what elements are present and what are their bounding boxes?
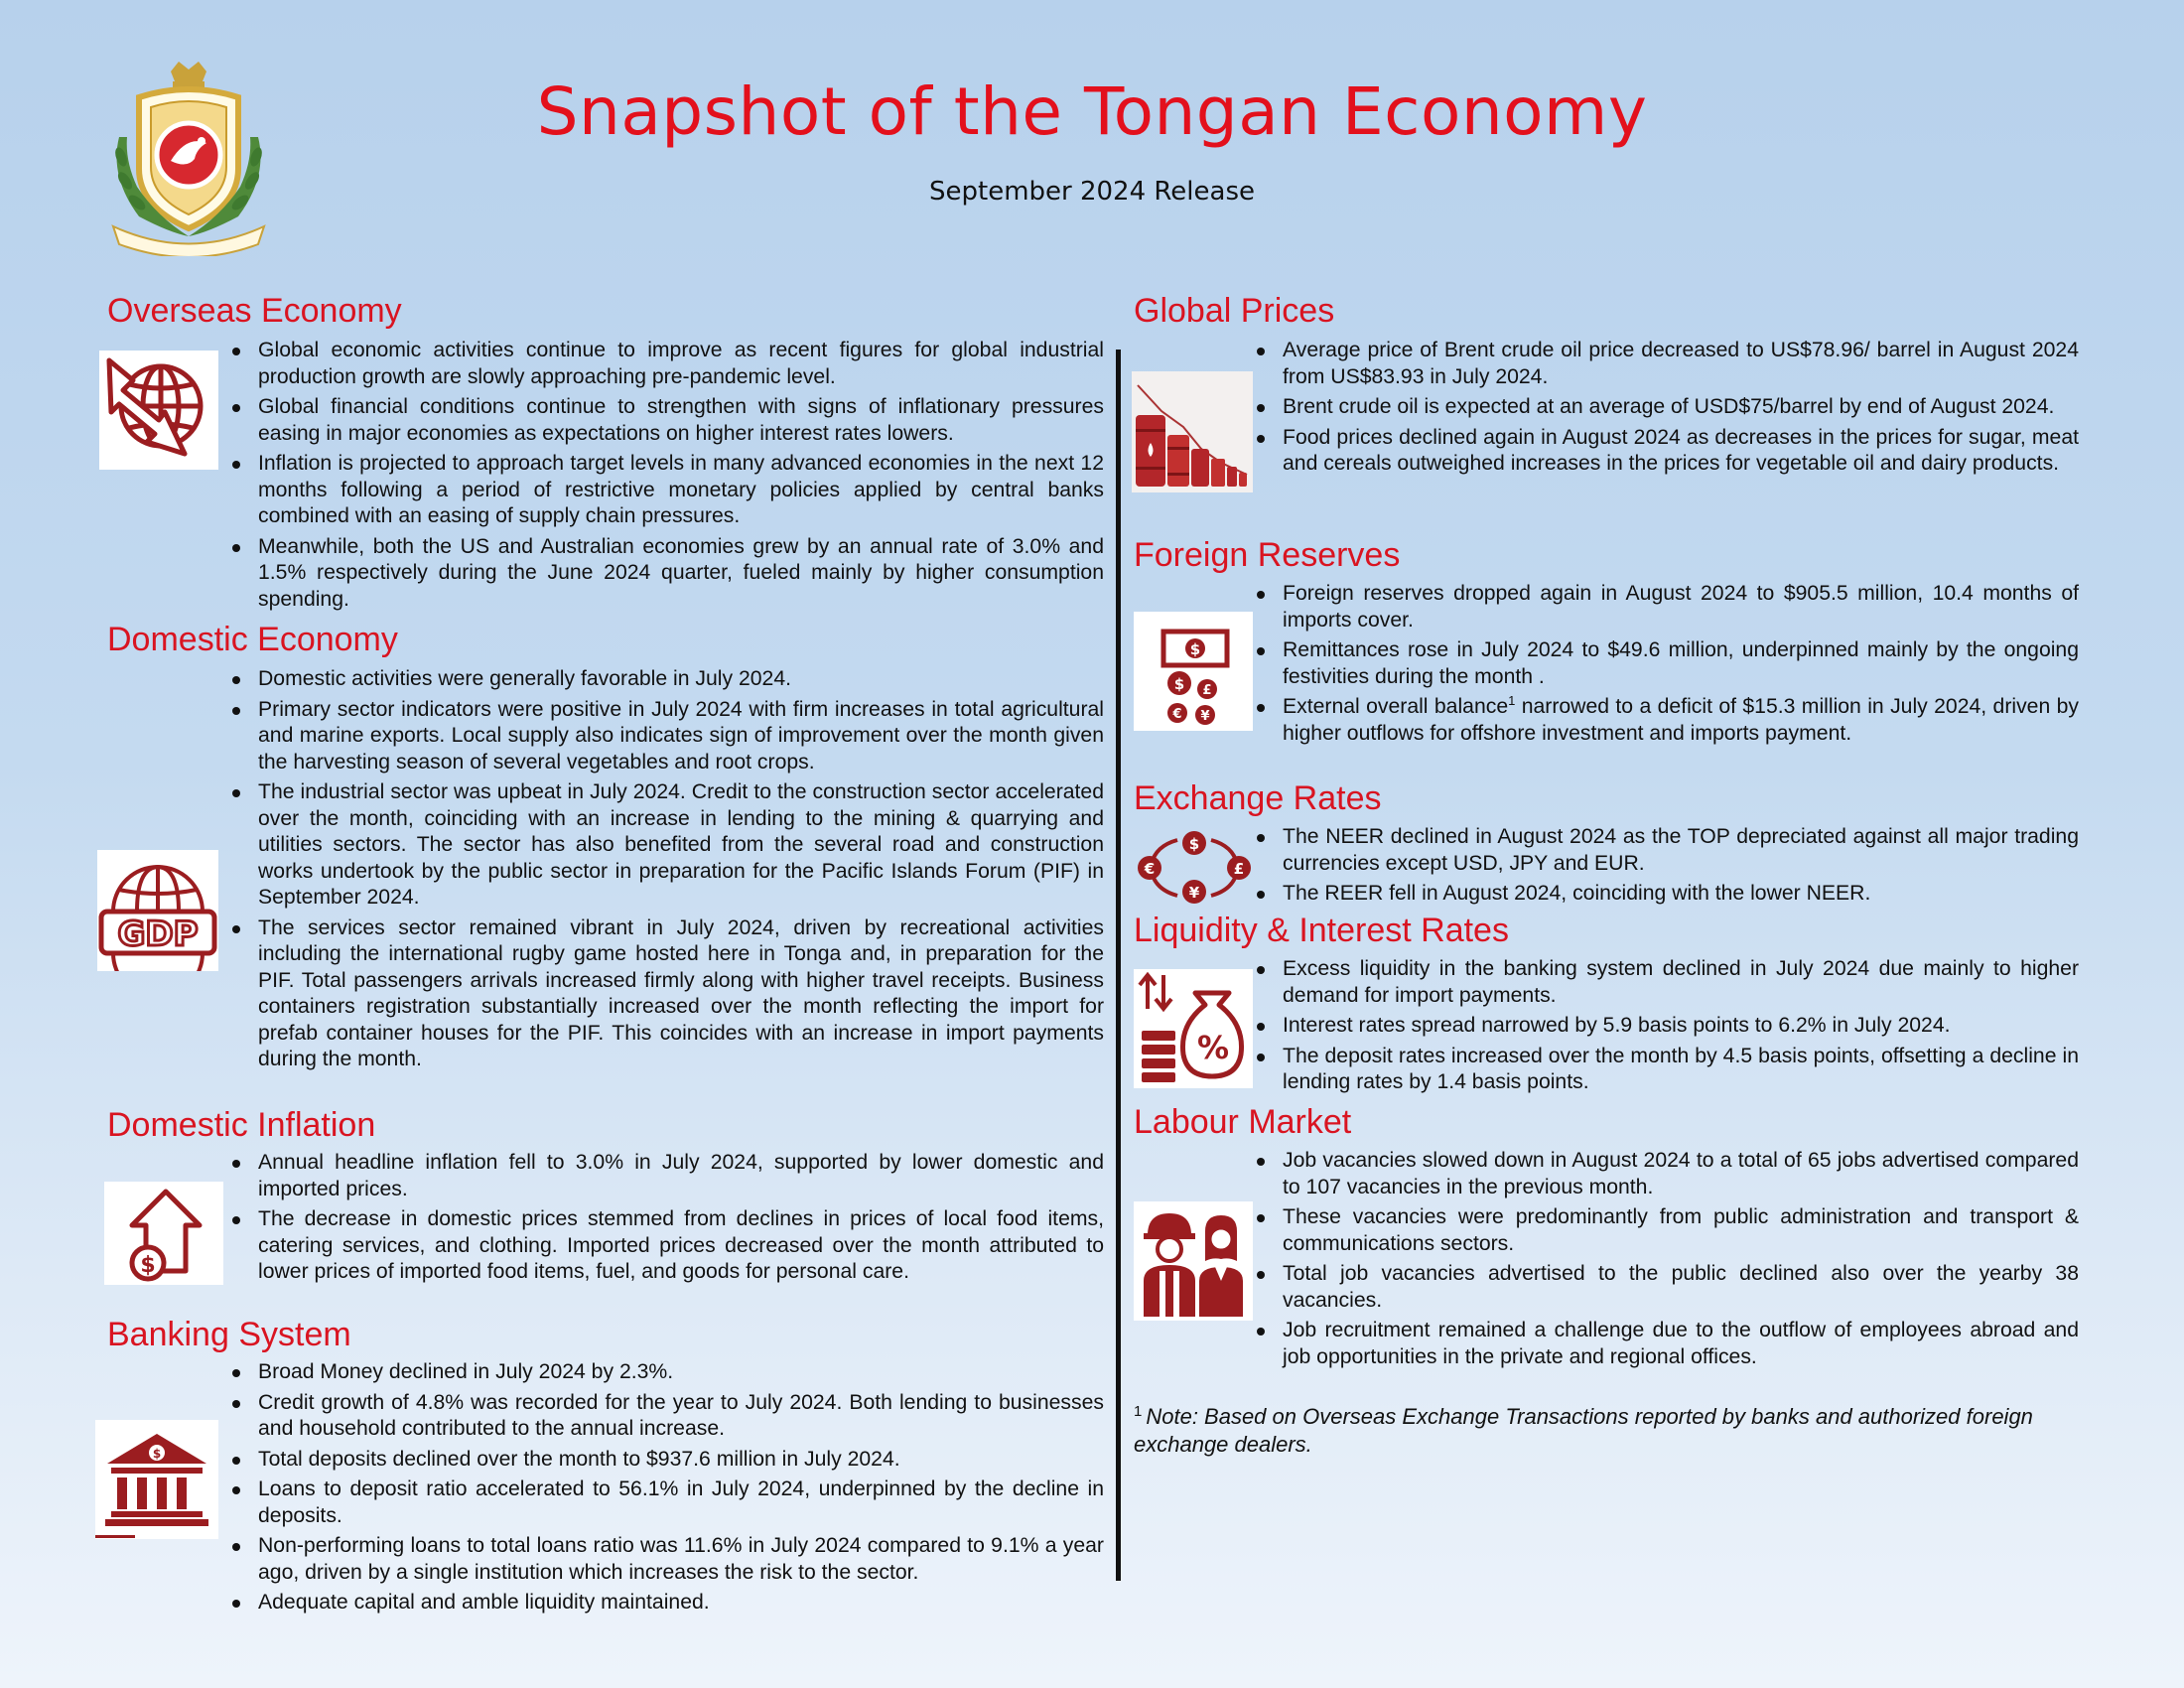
section-title-prices: Global Prices <box>1134 292 1335 330</box>
svg-text:£: £ <box>1202 683 1212 698</box>
list-item: Non-performing loans to total loans ratio was 11.6% in July 2024 compared to 9.1% a year ago, driven by a single institution which increases the risk to the sector. <box>230 1533 1104 1586</box>
svg-text:€: € <box>1172 707 1182 722</box>
liquidity-bullets <box>1255 956 2079 1100</box>
list-item: The decrease in domestic prices stemmed from declines in prices of local food items, catering services, and clothing. Imported prices decreased over the month attributed to lower prices of imported food items, fuel, and goods for personal care. <box>230 1206 1104 1286</box>
svg-text:¥: ¥ <box>1188 884 1200 902</box>
svg-text:$: $ <box>140 1253 156 1278</box>
footnote-reference: 1 <box>1508 692 1516 708</box>
list-item: Remittances rose in July 2024 to $49.6 million, underpinned mainly by the ongoing festivities during the month . <box>1255 637 2079 690</box>
svg-text:$: $ <box>1189 640 1201 658</box>
list-item: Food prices declined again in August 2024 as decreases in the prices for sugar, meat and cereals outweighed increases in the prices for vegetable oil and dairy products. <box>1255 425 2079 478</box>
list-item: Interest rates spread narrowed by 5.9 basis points to 6.2% in July 2024. <box>1255 1013 2079 1040</box>
section-title-exchange: Exchange Rates <box>1134 779 1382 817</box>
section-title-labour: Labour Market <box>1134 1103 1352 1141</box>
svg-text:€: € <box>1144 860 1156 878</box>
banking-bullets <box>230 1359 1104 1620</box>
gdp-globe-icon <box>97 850 218 971</box>
domestic-bullets <box>230 666 1104 1077</box>
price-up-icon <box>104 1182 223 1285</box>
footnote-mark: 1 <box>1134 1402 1143 1420</box>
list-item: Total job vacancies advertised to the public declined also over the yearby 38 vacancies. <box>1255 1261 2079 1314</box>
list-item: These vacancies were predominantly from public administration and transport & communications sectors. <box>1255 1204 2079 1257</box>
currency-cycle-icon <box>1134 830 1255 904</box>
list-item: The industrial sector was upbeat in July 2024. Credit to the construction sector accelerated over the month, coinciding with an increase in lending to the mining & quarrying and utilities sectors. The sector has also benefited from the several road and construction works undertook by the public sector in preparation for the Pacific Islands Forum (PIF) in September 2024. <box>230 779 1104 912</box>
section-title-inflation: Domestic Inflation <box>107 1106 376 1144</box>
section-title-overseas: Overseas Economy <box>107 292 402 330</box>
section-title-reserves: Foreign Reserves <box>1134 536 1401 574</box>
section-title-domestic: Domestic Economy <box>107 621 398 658</box>
list-item: Inflation is projected to approach target levels in many advanced economies in the next 12 months following a period of restrictive monetary policies applied by central banks combined with an easing of supply chain pressures. <box>230 451 1104 530</box>
section-title-banking: Banking System <box>107 1316 351 1353</box>
list-item: Excess liquidity in the banking system declined in July 2024 due mainly to higher demand for import payments. <box>1255 956 2079 1009</box>
column-divider <box>1116 350 1121 1581</box>
list-item: Total deposits declined over the month to $937.6 million in July 2024. <box>230 1447 1104 1474</box>
list-item: Meanwhile, both the US and Australian economies grew by an annual rate of 3.0% and 1.5% respectively during the June 2024 quarter, fueled mainly by higher consumption spending. <box>230 534 1104 614</box>
reserves-bullet3-pre: External overall balance <box>1283 695 1509 718</box>
money-bag-percent-icon <box>1134 969 1253 1088</box>
svg-text:£: £ <box>1233 860 1245 878</box>
svg-text:¥: ¥ <box>1200 709 1210 724</box>
list-item: Global financial conditions continue to strengthen with signs of inflationary pressures easing in major economies as expectations on higher interest rates lowers. <box>230 394 1104 447</box>
svg-text:%: % <box>1196 1029 1230 1066</box>
list-item: Brent crude oil is expected at an average of USD$75/barrel by end of August 2024. <box>1255 394 2079 421</box>
oil-barrels-icon <box>1132 371 1253 492</box>
list-item: Annual headline inflation fell to 3.0% in July 2024, supported by lower domestic and imported prices. <box>230 1150 1104 1202</box>
list-item: The NEER declined in August 2024 as the TOP depreciated against all major trading currencies except USD, JPY and EUR. <box>1255 824 2079 877</box>
list-item: The deposit rates increased over the month by 4.5 basis points, offsetting a decline in lending rates by 1.4 basis points. <box>1255 1044 2079 1096</box>
page-title: Snapshot of the Tongan Economy <box>536 73 1648 150</box>
list-item: Adequate capital and amble liquidity maintained. <box>230 1590 1104 1617</box>
exchange-bullets <box>1255 824 2079 912</box>
globe-arrow-icon <box>99 351 218 470</box>
list-item: The services sector remained vibrant in July 2024, driven by recreational activities including the international rugby game hosted here in Tonga and, in preparation for the PIF. Total passengers arrivals increased firmly along with higher travel receipts. Business containers registration substantially increased over the month reflecting the import for prefab container houses for the PIF. This coincides with an increase in import payments during the month. <box>230 915 1104 1073</box>
footnote-text: Note: Based on Overseas Exchange Transactions reported by banks and authorized foreign exchange dealers. <box>1134 1404 2033 1457</box>
labour-bullets <box>1255 1148 2079 1374</box>
list-item: Loans to deposit ratio accelerated to 56.1% in July 2024, underpinned by the decline in deposits. <box>230 1477 1104 1529</box>
reserves-bullets <box>1255 581 2079 751</box>
bank-building-icon <box>95 1420 218 1539</box>
inflation-bullets <box>230 1150 1104 1290</box>
svg-text:$: $ <box>152 1447 162 1461</box>
section-title-liquidity: Liquidity & Interest Rates <box>1134 912 1509 949</box>
footnote <box>1134 1403 2087 1459</box>
workers-icon <box>1134 1201 1253 1321</box>
currency-exchange-icon <box>1134 612 1253 731</box>
list-item: Domestic activities were generally favorable in July 2024. <box>230 666 1104 693</box>
list-item: Credit growth of 4.8% was recorded for the year to July 2024. Both lending to businesses and household contributed to the annual increase. <box>230 1390 1104 1443</box>
svg-text:$: $ <box>1188 835 1200 853</box>
gdp-icon-text: GDP <box>117 914 199 954</box>
list-item: Primary sector indicators were positive in July 2024 with firm increases in total agricultural and marine exports. Local supply also indicates sign of improvement over the month given the harvesting season of several vegetables and root crops. <box>230 697 1104 776</box>
list-item: Foreign reserves dropped again in August 2024 to $905.5 million, 10.4 months of imports cover. <box>1255 581 2079 633</box>
list-item: Broad Money declined in July 2024 by 2.3%. <box>230 1359 1104 1386</box>
release-subtitle: September 2024 Release <box>929 177 1255 207</box>
list-item: Job recruitment remained a challenge due to the outflow of employees abroad and job opportunities in the private and regional offices. <box>1255 1318 2079 1370</box>
prices-bullets <box>1255 338 2079 482</box>
reserves-bullet3-post: narrowed to a deficit of $15.3 million in July 2024, driven by higher outflows for offshore investment and imports payment. <box>1283 695 2079 745</box>
list-item: Job vacancies slowed down in August 2024 to a total of 65 jobs advertised compared to 107 vacancies in the previous month. <box>1255 1148 2079 1200</box>
list-item: Average price of Brent crude oil price decreased to US$78.96/ barrel in August 2024 from US$83.93 in July 2024. <box>1255 338 2079 390</box>
list-item <box>1255 694 2079 747</box>
svg-text:$: $ <box>1173 675 1185 693</box>
list-item: The REER fell in August 2024, coinciding with the lower NEER. <box>1255 881 2079 908</box>
overseas-bullets <box>230 338 1104 617</box>
list-item: Global economic activities continue to improve as recent figures for global industrial production growth are slowly approaching pre-pandemic level. <box>230 338 1104 390</box>
